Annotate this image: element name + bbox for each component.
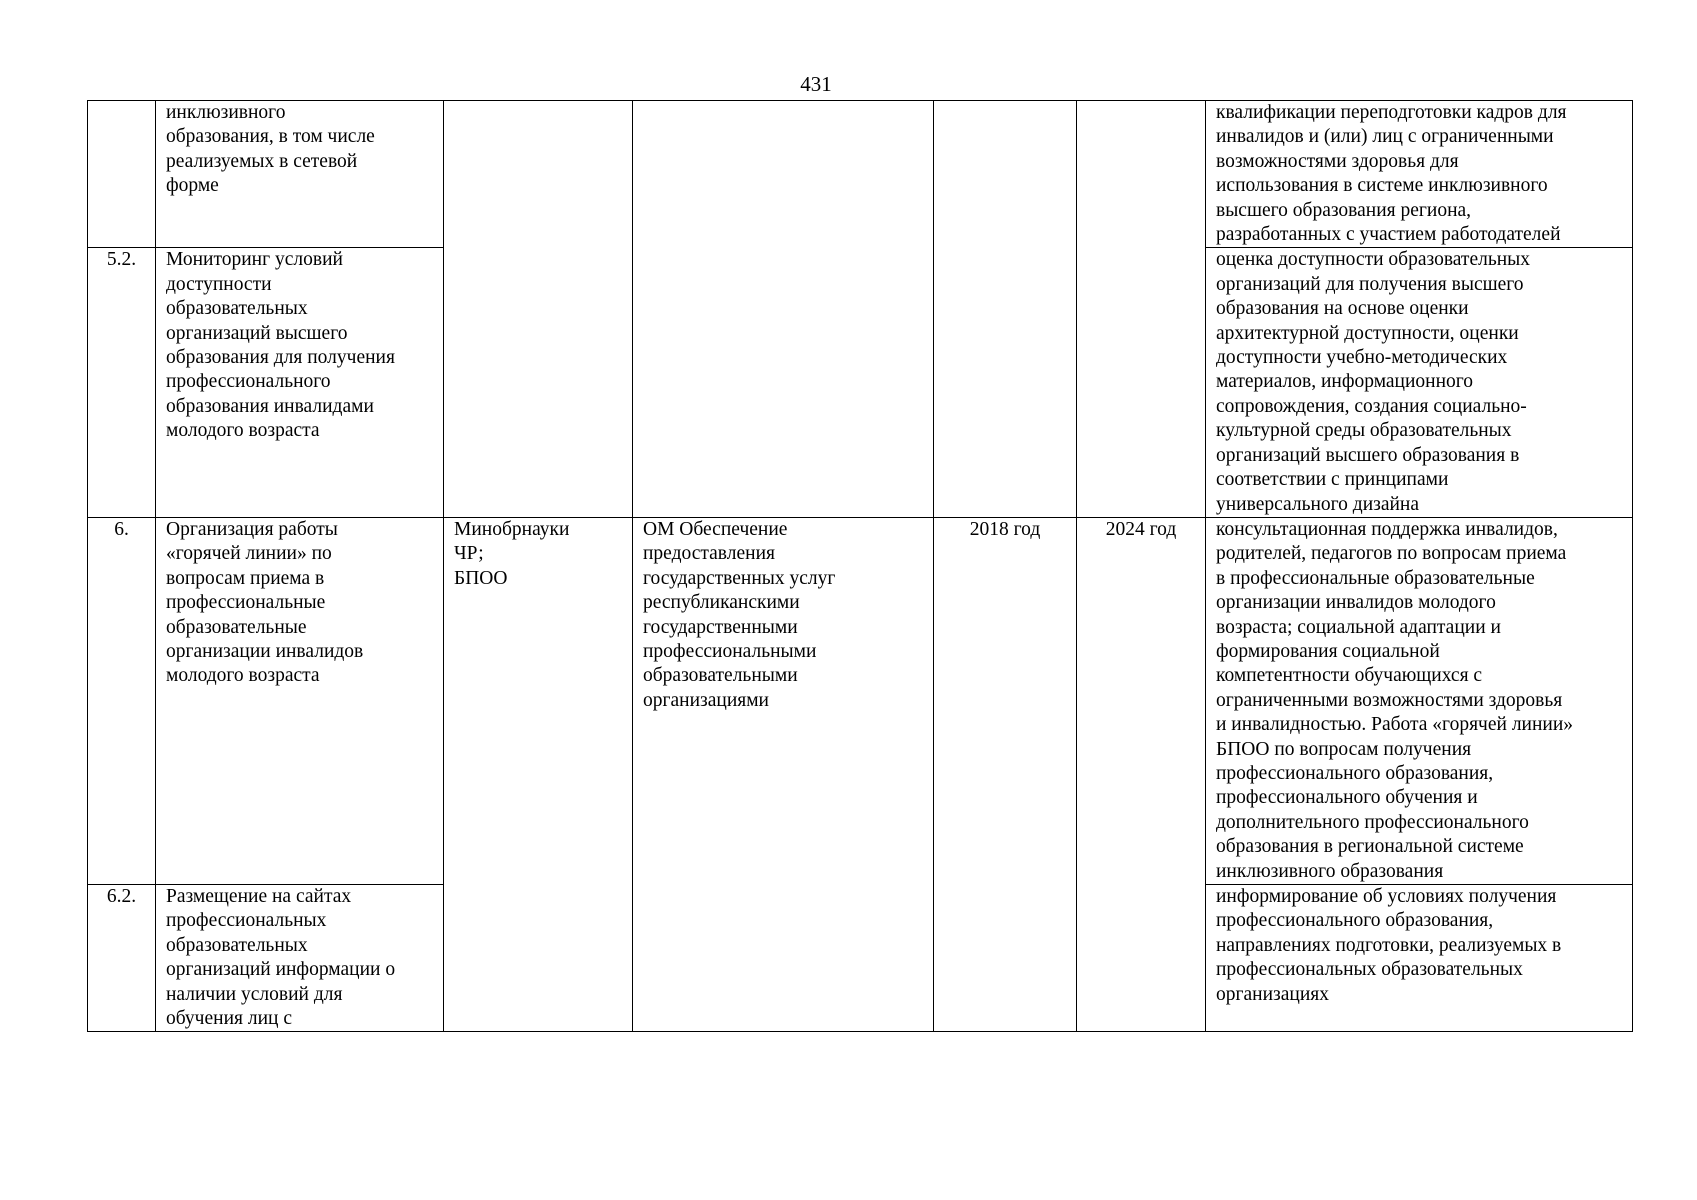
row-number-cell: 6. xyxy=(88,517,156,884)
row-number-cell: 6.2. xyxy=(88,885,156,1032)
row-number-cell: 5.2. xyxy=(88,248,156,517)
start-cell-empty xyxy=(934,101,1077,518)
row-number-cell xyxy=(88,101,156,248)
program-cell: ОМ Обеспечение предоставления государственных услуг республиканскими государственными профессиональными образовательными организациями xyxy=(633,517,934,1032)
result-cell: квалификации переподготовки кадров для инвалидов и (или) лиц с ограниченными возможностями здоровья для использования в системе инклюзивного высшего образования региона, разработанных с участием работодателей xyxy=(1206,101,1633,248)
activity-cell: Мониторинг условий доступности образовательных организаций высшего образования для получения профессионального образования инвалидами молодого возраста xyxy=(156,248,444,517)
table-row xyxy=(88,101,1633,248)
measures-table xyxy=(87,100,1633,1032)
result-cell: оценка доступности образовательных организаций для получения высшего образования на основе оценки архитектурной доступности, оценки доступности учебно-методических материалов, информационного сопровождения, создания социально- культурной среды образовательных организаций высшего образования в соответствии с принципами универсального дизайна xyxy=(1206,248,1633,517)
result-cell: информирование об условиях получения профессионального образования, направлениях подготовки, реализуемых в профессиональных образовательных организациях xyxy=(1206,885,1633,1032)
program-cell-empty xyxy=(633,101,934,518)
activity-cell: Размещение на сайтах профессиональных образовательных организаций информации о наличии условий для обучения лиц с xyxy=(156,885,444,1032)
end-cell-empty xyxy=(1077,101,1206,518)
activity-cell: инклюзивного образования, в том числе реализуемых в сетевой форме xyxy=(156,101,444,248)
table-row xyxy=(88,517,1633,884)
result-cell: консультационная поддержка инвалидов, родителей, педагогов по вопросам приема в профессиональные образовательные организации инвалидов молодого возраста; социальной адаптации и формирования социальной компетентности обучающихся с ограниченными возможностями здоровья и инвалидностью. Работа «горячей линии» БПОО по вопросам получения профессионального образования, профессионального обучения и дополнительного профессионального образования в региональной системе инклюзивного образования xyxy=(1206,517,1633,884)
executor-cell: Минобрнауки ЧР; БПОО xyxy=(444,517,633,1032)
start-date-cell: 2018 год xyxy=(934,517,1077,1032)
page-number: 431 xyxy=(800,72,832,96)
executor-cell-empty xyxy=(444,101,633,518)
end-date-cell: 2024 год xyxy=(1077,517,1206,1032)
activity-cell: Организация работы «горячей линии» по вопросам приема в профессиональные образовательные организации инвалидов молодого возраста xyxy=(156,517,444,884)
